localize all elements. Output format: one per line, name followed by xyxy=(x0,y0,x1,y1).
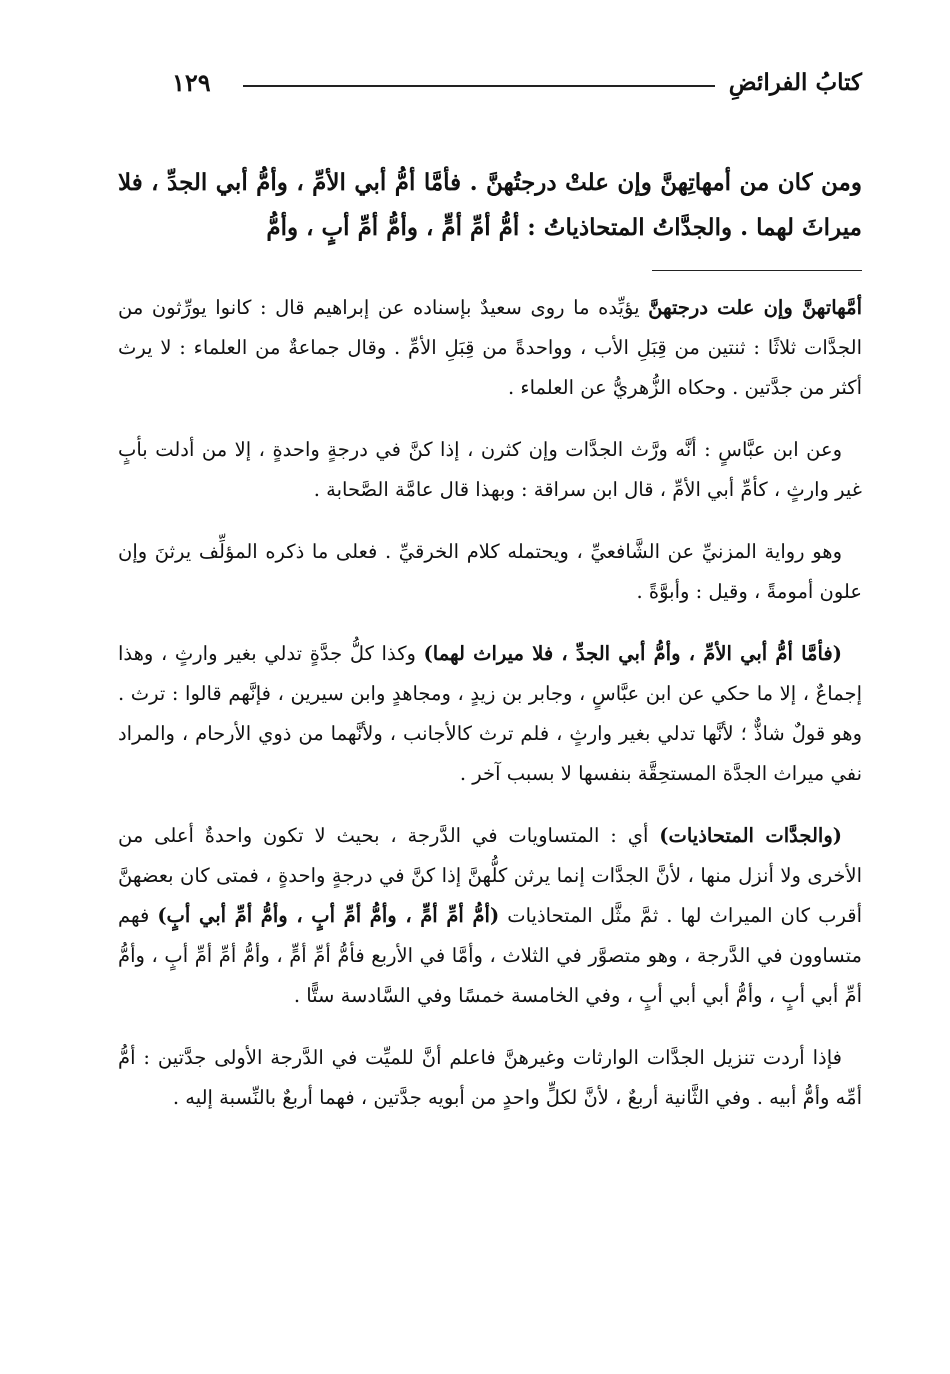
lemma: (والجدَّات المتحاذيات) xyxy=(659,824,842,847)
commentary-paragraph-5 xyxy=(118,816,862,1016)
main-text: ومن كان من أمهاتِهنَّ وإن علتْ درجتُهنَّ . فأمَّا أمُّ أبي الأمِّ ، وأمُّ أبي الجدِّ ، فلا ميراثَ لهما . والجدَّاتُ المتحاذياتُ : أمُّ أمِّ أمٍّ ، وأمُّ أمِّ أبٍ ، وأمُّ xyxy=(118,169,862,241)
paragraph-text: يؤيِّده ما روى سعيدٌ بإسناده عن إبراهيم قال : كانوا يورِّثون من الجدَّات ثلاثًا : ثنتين من قِبَلِ الأب ، وواحدةً من قِبَلِ الأمِّ . وقال جماعةٌ من العلماء : لا يرث أكثر من جدَّتين . وحكاه الزُّهريُّ عن العلماء . xyxy=(118,296,862,399)
lemma: أمَّهاتهنَّ وإن علت درجتهنَّ xyxy=(648,296,862,319)
commentary-paragraph-2 xyxy=(118,430,862,510)
header-rule xyxy=(243,85,715,87)
paragraph-text: وهو رواية المزنيِّ عن الشَّافعيِّ ، ويحتمله كلام الخرقيِّ . فعلى ما ذكره المؤلِّف يرثنَ وإن علون أمومةً ، وقيل : وأبوَّةً . xyxy=(118,540,862,603)
paragraph-text: وعن ابن عبَّاسٍ : أنَّه ورَّث الجدَّات وإن كثرن ، إذا كنَّ في درجةٍ واحدةٍ ، إلا من أدلت بأبٍ غير وارثٍ ، كأمِّ أبي الأمِّ ، قال ابن سراقة : وبهذا قال عامَّة الصَّحابة . xyxy=(118,438,862,501)
paragraph-text: وكذا كلُّ جدَّةٍ تدلي بغير وارثٍ ، وهذا إجماعٌ ، إلا ما حكي عن ابن عبَّاسٍ ، وجابر بن زيدٍ ، ومجاهدٍ وابن سيرين ، فإنَّهم قالوا : ترث . وهو قولٌ شاذٌّ ؛ لأنَّها تدلي بغير وارثٍ ، فلم ترث كالأجانب ، ولأنَّهما من ذوي الأرحام ، والمراد نفي ميراث الجدَّة المستحِقَّة بنفسها لا بسبب آخر . xyxy=(118,642,862,785)
commentary-paragraph-3 xyxy=(118,532,862,612)
paragraph-text: فإذا أردت تنزيل الجدَّات الوارثات وغيرهنَّ فاعلم أنَّ للميِّت في الدَّرجة الأولى جدَّتين : أمُّ أمِّه وأمُّ أبيه . وفي الثَّانية أربعٌ ، لأنَّ لكلٍّ واحدٍ من أبويه جدَّتين ، فهما أربعٌ بالنِّسبة إليه . xyxy=(118,1046,862,1109)
book-title: كتابُ الفرائضِ xyxy=(728,68,862,96)
page-number: ١٢٩ xyxy=(172,67,211,97)
commentary-paragraph-1 xyxy=(118,288,862,408)
paragraph-text-continued: فهم متساوون في الدَّرجة ، وهو متصوَّر في الثلاث ، وأمَّا في الأربع فأمُّ أمِّ أمٍّ ، وأمُّ أمِّ أمِّ أبٍ ، وأمُّ أمِّ أبي أبٍ ، وأمُّ أبي أبي أبٍ ، وفي الخامسة خمسًا وفي السَّادسة ستًّا . xyxy=(118,904,862,1007)
commentary xyxy=(118,288,862,1140)
lemma: (فأمَّا أمُّ أبي الأمِّ ، وأمُّ أبي الجدِّ ، فلا ميراث لهما) xyxy=(423,642,842,665)
commentary-paragraph-6 xyxy=(118,1038,862,1118)
lemma-2: (أمُّ أمِّ أمٍّ ، وأمُّ أمِّ أبٍ ، وأمُّ أمِّ أبي أبٍ) xyxy=(157,904,500,927)
commentary-paragraph-4 xyxy=(118,634,862,794)
commentary-separator xyxy=(652,270,862,271)
running-head xyxy=(160,62,862,102)
paragraph-text: أي : المتساويات في الدَّرجة ، بحيث لا تكون واحدةٌ أعلى من الأخرى ولا أنزل منها ، لأنَّ الجدَّات إنما يرثن كلُّهنَّ إذا كنَّ في درجةٍ واحدةٍ ، فمتى كان بعضهنَّ أقرب كان الميراث لها . ثمَّ مثَّل المتحاذيات xyxy=(118,824,862,927)
